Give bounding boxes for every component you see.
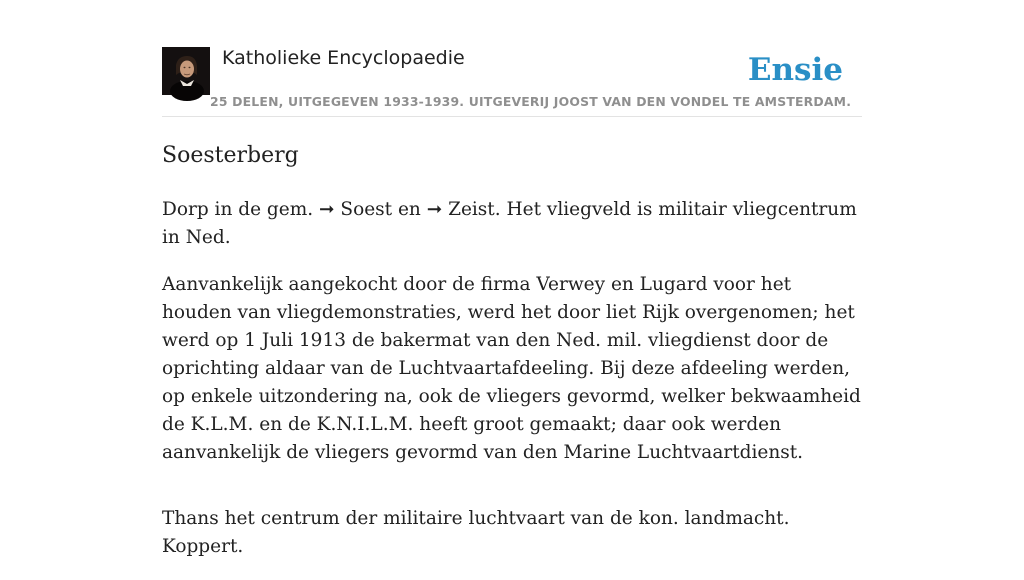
source-header: [162, 46, 862, 117]
entry-title: Soesterberg: [162, 143, 299, 168]
entry-body: [162, 196, 862, 561]
content-container: [162, 46, 862, 580]
ensie-logo-link[interactable]: Ensie: [747, 52, 843, 88]
entry-paragraph: Dorp in de gem. ➞ Soest en ➞ Zeist. Het vliegveld is militair vliegcentrum in Ned.: [162, 199, 857, 248]
source-title[interactable]: Katholieke Encyclopaedie: [222, 47, 465, 69]
source-avatar[interactable]: [162, 47, 210, 95]
source-subtitle: 25 DELEN, UITGEGEVEN 1933-1939. UITGEVERIJ JOOST VAN DEN VONDEL TE AMSTERDAM.: [210, 94, 852, 109]
entry-paragraph: Thans het centrum der militaire luchtvaart van de kon. landmacht. Koppert.: [162, 508, 790, 557]
entry-paragraph: Aanvankelijk aangekocht door de firma Verwey en Lugard voor het houden van vliegdemonstraties, werd het door liet Rijk overgenomen; het werd op 1 Juli 1913 de bakermat van den Ned. mil. vliegdienst door de oprichting aldaar van de Luchtvaartafdeeling. Bij deze afdeeling werden, op enkele uitzondering na, ook de vliegers gevormd, welker bekwaamheid de K.L.M. en de K.N.I.L.M. heeft groot gemaakt; daar ook werden aanvankelijk de vliegers gevormd van den Marine Luchtvaartdienst.: [162, 274, 861, 463]
portrait-avatar-icon: [162, 47, 210, 95]
